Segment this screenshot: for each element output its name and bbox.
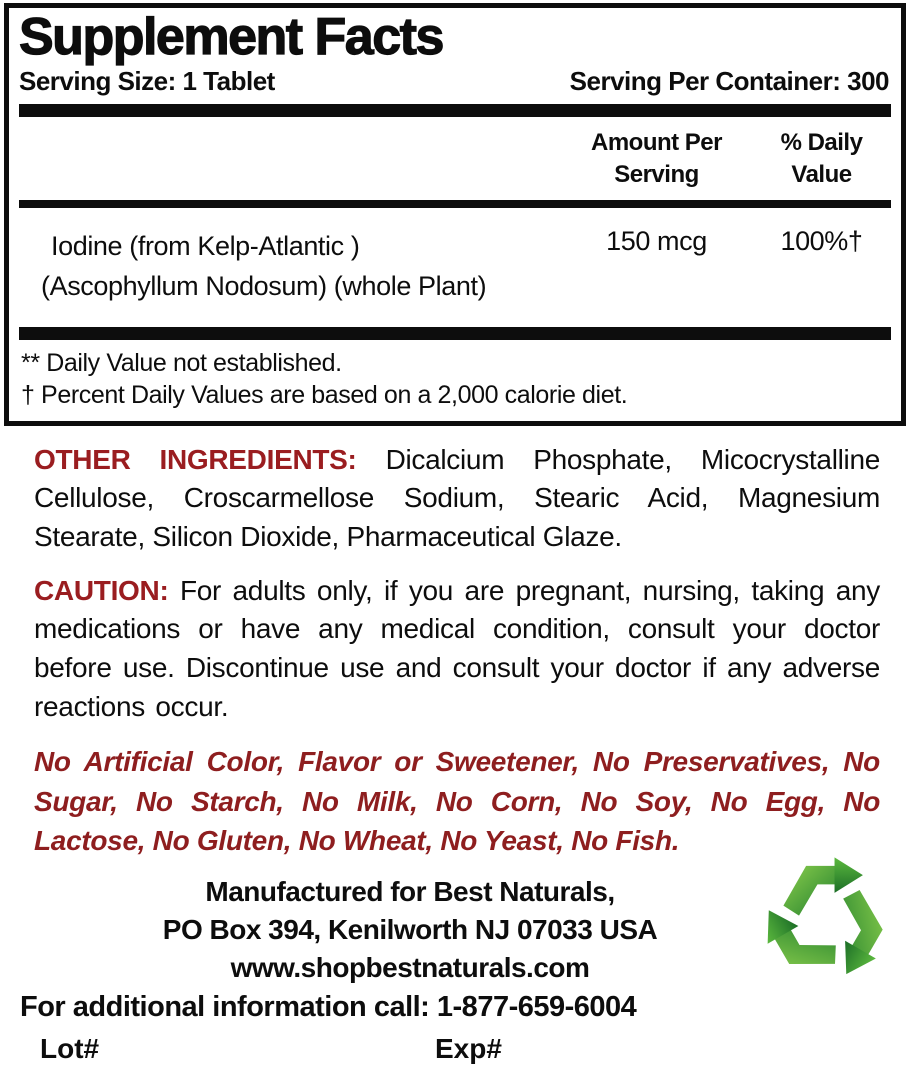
divider-thick-top	[19, 104, 891, 117]
amount-per-serving-header: Amount Per Serving	[590, 129, 722, 189]
table-row	[9, 208, 901, 327]
nutrient-daily-value: 100%†	[780, 225, 863, 256]
serving-row	[9, 64, 901, 104]
column-headers	[9, 117, 901, 200]
website-line: www.shopbestnaturals.com	[230, 951, 590, 983]
nutrient-name: Iodine (from Kelp-Atlantic ) (Ascophyllum Nodosum) (whole Plant)	[41, 230, 487, 302]
footnotes	[9, 340, 901, 421]
servings-per-container: Serving Per Container: 300	[569, 66, 889, 97]
phone-info-line: For additional information call: 1-877-659-6004	[20, 990, 637, 1023]
caution-text: For adults only, if you are pregnant, nursing, taking any medications or have any medical condition, consult your doctor before use. Discontinue use and consult your doctor if any adverse reactions occur.	[34, 574, 880, 722]
po-box-line: PO Box 394, Kenilworth NJ 07033 USA	[162, 913, 658, 945]
other-ingredients-paragraph	[34, 441, 880, 557]
caution-paragraph	[34, 572, 880, 727]
caution-label: CAUTION:	[34, 574, 169, 606]
daily-value-header: % Daily Value	[780, 129, 863, 189]
divider-thick-bottom	[19, 327, 891, 340]
manufacturer-block	[25, 873, 795, 987]
recycle-icon	[752, 846, 900, 988]
no-additives-claims: No Artificial Color, Flavor or Sweetener, No Preservatives, No Sugar, No Starch, No Milk, No Corn, No Soy, No Egg, No Lactose, No Gluten, No Wheat, No Yeast, No Fish.	[34, 746, 880, 857]
serving-size: Serving Size: 1 Tablet	[19, 66, 275, 97]
exp-label: Exp#	[435, 1032, 502, 1064]
footnote-daily-value: ** Daily Value not established.	[21, 348, 342, 377]
other-ingredients-text: Dicalcium Phosphate, Micocrystalline Cellulose, Croscarmellose Sodium, Stearic Acid, Magnesium Stearate, Silicon Dioxide, Pharmaceutical Glaze.	[34, 443, 880, 553]
lot-exp-row	[0, 1033, 910, 1067]
manufactured-for-line: Manufactured for Best Naturals,	[205, 875, 615, 907]
supplement-facts-panel	[4, 3, 906, 426]
divider-thin	[19, 200, 891, 208]
lot-label: Lot#	[40, 1032, 100, 1064]
nutrient-amount: 150 mcg	[606, 225, 707, 256]
supplement-label	[0, 3, 910, 1064]
footnote-percent: † Percent Daily Values are based on a 2,000 calorie diet.	[21, 380, 628, 409]
panel-title: Supplement Facts	[19, 8, 443, 66]
other-ingredients-label: OTHER INGREDIENTS:	[34, 443, 357, 475]
